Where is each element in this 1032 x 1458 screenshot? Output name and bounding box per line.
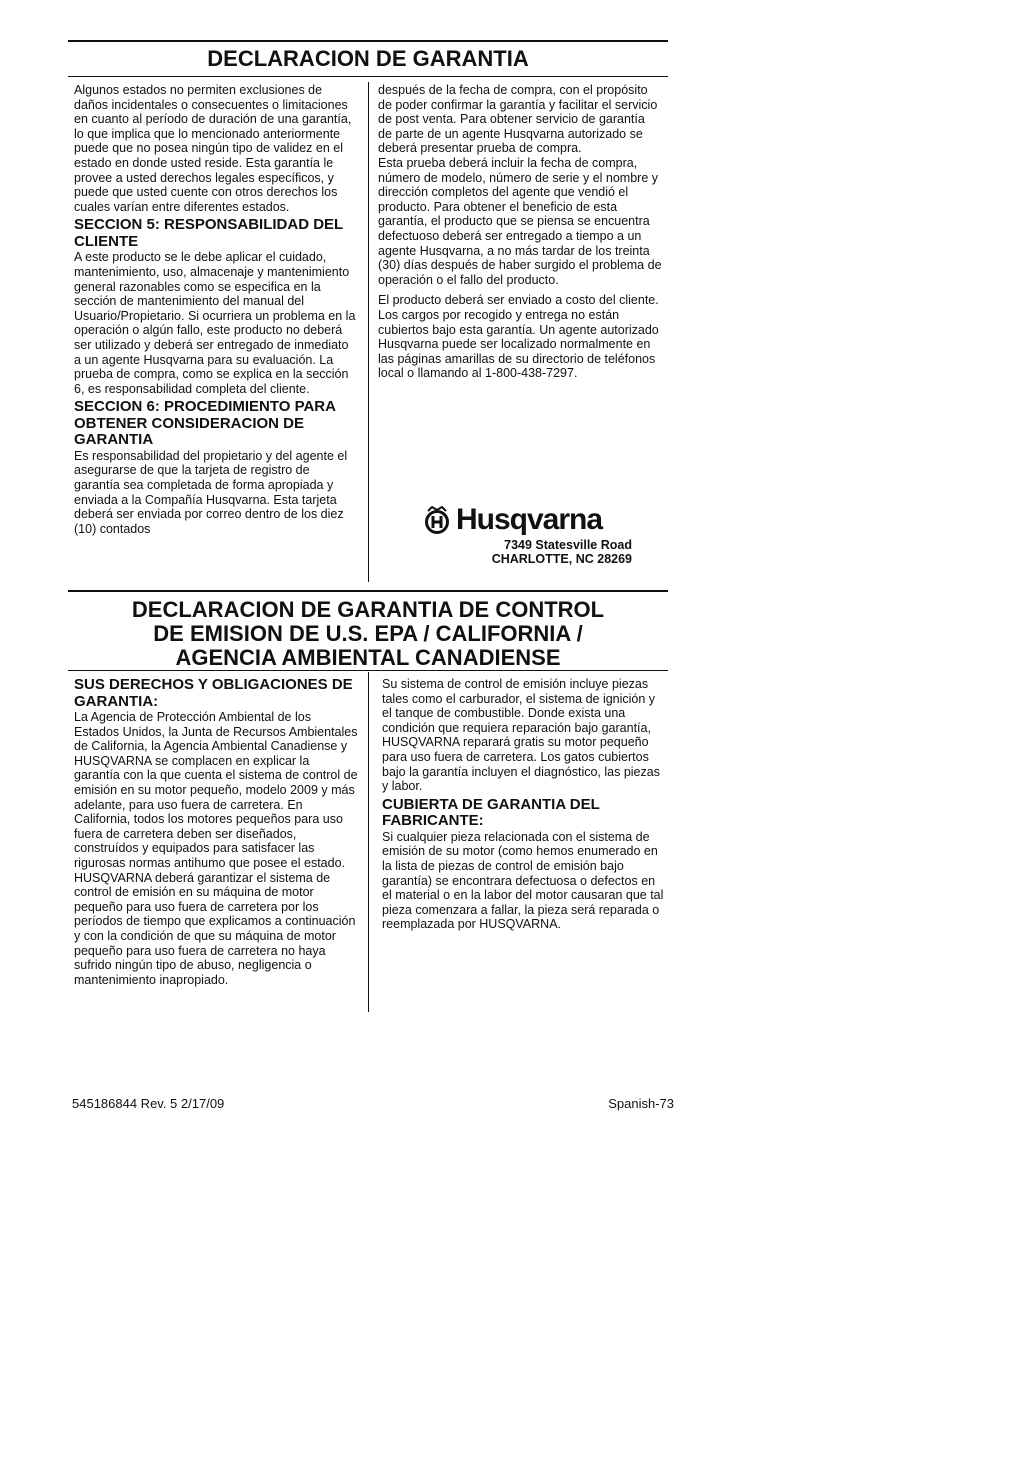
heading-section-5: SECCION 5: RESPONSABILIDAD DEL CLIENTE — [74, 216, 343, 250]
paragraph-emission-system: Su sistema de control de emisión incluye piezas tales como el carburador, el sistema de ignición y el tanque de combustible. Donde exista una condición que requiera reparación bajo garantía, HUSQVARNA reparará gratis su motor pequeño para uso fuera de carretera. Los gatos cubiertos bajo la garantía incluyen el diagnóstico, las piezas y labor. — [382, 677, 660, 794]
footer-page-number: Spanish-73 — [608, 1096, 674, 1111]
heading-rights-obligations: SUS DERECHOS Y OBLIGACIONES DE GARANTIA: — [74, 676, 353, 710]
paragraph-exclusions: Algunos estados no permiten exclusiones de daños incidentales o consecuentes o limitaciones en cuanto al período de duración de una garantía, lo que implica que lo mencionado anteriormente puede que no posea ningún tipo de validez en el estado en donde usted reside. Esta garantía le provee a usted derechos legales específicos, y puede que usted cuente con otros derechos los cuales varían entre diferentes estados. — [74, 83, 352, 214]
heading-manufacturer-coverage: CUBIERTA DE GARANTIA DEL FABRICANTE: — [382, 795, 600, 830]
column-divider — [368, 82, 369, 582]
warranty-right-column — [378, 83, 662, 381]
emission-left-column — [74, 674, 358, 987]
paragraph-section-5: A este producto se le debe aplicar el cuidado, mantenimiento, uso, almacenaje y mantenimiento general razonables como se especifica en la sección de mantenimiento del manual del Usuario/Propietario. Si ocurriera un problema en la operación o algún fallo, este producto no deberá ser utilizado y deberá ser entregado de inmediato a un agente Husqvarna para su evaluación. La prueba de compra, como se explica en la sección 6, es responsabilidad completa del cliente. — [74, 250, 356, 396]
emission-right-column — [382, 677, 664, 932]
title-underline — [68, 76, 668, 77]
section-title-warranty: DECLARACION DE GARANTIA — [207, 46, 529, 71]
paragraph-proof-details: Esta prueba deberá incluir la fecha de compra, número de modelo, número de serie y el nombre y dirección completos del agente que vendió el producto. Para obtener el beneficio de esta garantía, el producto que se piensa se encuentra defectuoso deberá ser entregado a tiempo a un agente Husqvarna, a no más tardar de los treinta (30) días después de haber surgido el problema de operación o el fallo del producto. — [378, 155, 662, 287]
section-2-top-rule — [68, 590, 668, 592]
husqvarna-logo — [424, 502, 624, 538]
emission-title-line-2: DE EMISION DE U.S. EPA / CALIFORNIA / — [153, 621, 583, 646]
paragraph-rights-obligations: La Agencia de Protección Ambiental de los Estados Unidos, la Junta de Recursos Ambientales de California, la Agencia Ambiental Canadiense y HUSQVARNA se complacen en explicar la garantía con la que cuenta el sistema de control de emisión en su motor pequeño, modelo 2009 y más adelante, para uso fuera de carretera. En California, todos los motores pequeños para uso fuera de carretera deben ser diseñados, construídos y equipados para satisfacer las rigurosas normas antihumo que posee el estado. HUSQVARNA deberá garantizar el sistema de control de emisión en su máquina de motor pequeño para uso fuera de carretera por los períodos de tiempo que explicamos a continuación y con la condición de que su máquina de motor pequeño para uso fuera de carretera no haya sufrido ningún tipo de abuso, negligencia o mantenimiento inapropiado. — [74, 710, 358, 987]
emission-column-divider — [368, 672, 369, 1012]
emission-title-line-3: AGENCIA AMBIENTAL CANADIENSE — [175, 645, 561, 670]
heading-section-6: SECCION 6: PROCEDIMIENTO PARA OBTENER CONSIDERACION DE GARANTIA — [74, 398, 336, 449]
brand-name: Husqvarna — [456, 503, 603, 536]
top-rule — [68, 40, 668, 42]
address-city: CHARLOTTE, NC 28269 — [491, 552, 632, 566]
paragraph-section-6: Es responsabilidad del propietario y del agente el asegurarse de que la tarjeta de registro de garantía sea completada de forma apropiada y enviada a la Compañía Husqvarna. Esta tarjeta deberá ser enviada por correo dentro de los diez (10) contados — [74, 448, 348, 536]
address-street: 7349 Statesville Road — [504, 538, 632, 552]
paragraph-proof-of-purchase: después de la fecha de compra, con el propósito de poder confirmar la garantía y facilitar el servicio de post venta. Para obtener servicio de garantía de parte de un agente Husqvarna autorizado se deberá presentar prueba de compra. — [378, 83, 658, 156]
footer-doc-number: 545186844 Rev. 5 2/17/09 — [72, 1096, 225, 1111]
warranty-left-column — [74, 83, 358, 536]
husqvarna-crown-icon — [424, 506, 450, 534]
company-address — [420, 538, 632, 566]
section-title-emission-warranty — [68, 598, 668, 670]
emission-title-line-1: DECLARACION DE GARANTIA DE CONTROL — [131, 597, 605, 622]
emission-title-underline — [68, 670, 668, 671]
paragraph-manufacturer-coverage: Si cualquier pieza relacionada con el sistema de emisión de su motor (como hemos enumerado en la lista de piezas de control de emisión bajo garantía) se encontrara defectuosa o defectos en el material o en la labor del motor causaran que tal pieza comenzara a fallar, la pieza será reparada o reemplazada por HUSQVARNA. — [382, 829, 664, 932]
paragraph-shipping-cost: El producto deberá ser enviado a costo del cliente. Los cargos por recogido y entrega no están cubiertos bajo esta garantía. Un agente autorizado Husqvarna puede ser localizado normalmente en las páginas amarillas de su directorio de teléfonos local o llamando al 1-800-438-7297. — [378, 293, 659, 381]
